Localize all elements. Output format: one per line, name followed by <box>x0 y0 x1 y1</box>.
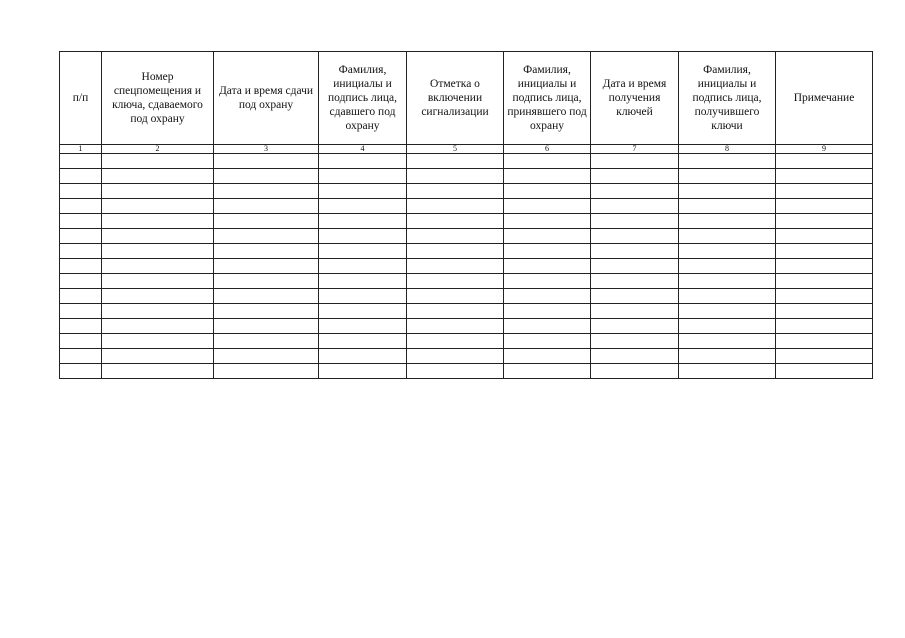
empty-entry-cell <box>776 349 873 364</box>
empty-entry-row <box>60 199 873 214</box>
empty-entry-cell <box>102 169 214 184</box>
column-number: 2 <box>102 145 214 154</box>
empty-entry-cell <box>776 334 873 349</box>
empty-entry-cell <box>776 184 873 199</box>
empty-entry-row <box>60 349 873 364</box>
empty-entry-cell <box>214 244 319 259</box>
header-room-and-key-number: Номер спецпомещения и ключа, сдаваемого под охрану <box>102 52 214 145</box>
empty-entry-cell <box>102 184 214 199</box>
empty-entry-cell <box>60 319 102 334</box>
empty-entry-cell <box>504 244 591 259</box>
empty-entry-cell <box>214 334 319 349</box>
empty-entry-cell <box>214 289 319 304</box>
empty-entry-cell <box>407 154 504 169</box>
empty-entry-cell <box>591 169 679 184</box>
empty-entry-cell <box>591 229 679 244</box>
empty-entry-cell <box>319 274 407 289</box>
empty-entry-cell <box>214 364 319 379</box>
empty-entry-cell <box>60 169 102 184</box>
empty-entry-cell <box>504 154 591 169</box>
empty-entry-cell <box>214 349 319 364</box>
empty-entry-cell <box>591 244 679 259</box>
empty-entry-cell <box>591 184 679 199</box>
empty-entry-cell <box>679 274 776 289</box>
empty-entry-cell <box>591 304 679 319</box>
empty-entry-cell <box>319 199 407 214</box>
empty-entry-cell <box>504 319 591 334</box>
empty-entry-cell <box>102 259 214 274</box>
empty-entry-cell <box>591 199 679 214</box>
empty-entry-cell <box>679 259 776 274</box>
empty-entry-cell <box>319 169 407 184</box>
empty-entry-cell <box>407 334 504 349</box>
header-row <box>60 52 873 145</box>
empty-entry-cell <box>407 259 504 274</box>
empty-entry-cell <box>319 334 407 349</box>
empty-entry-cell <box>60 259 102 274</box>
empty-entry-row <box>60 214 873 229</box>
empty-entry-cell <box>407 184 504 199</box>
column-number: 5 <box>407 145 504 154</box>
empty-entry-cell <box>214 304 319 319</box>
empty-entry-cell <box>776 274 873 289</box>
empty-entry-cell <box>591 349 679 364</box>
empty-entry-cell <box>591 289 679 304</box>
column-number: 8 <box>679 145 776 154</box>
empty-entry-cell <box>214 274 319 289</box>
empty-entry-cell <box>679 334 776 349</box>
empty-entry-cell <box>407 214 504 229</box>
empty-entry-cell <box>504 274 591 289</box>
column-number: 7 <box>591 145 679 154</box>
empty-entry-cell <box>319 289 407 304</box>
empty-entry-cell <box>776 214 873 229</box>
empty-entry-cell <box>319 244 407 259</box>
empty-entry-cell <box>60 229 102 244</box>
empty-entry-cell <box>679 289 776 304</box>
empty-entry-cell <box>407 289 504 304</box>
empty-entry-cell <box>60 154 102 169</box>
empty-entry-cell <box>60 184 102 199</box>
empty-entry-cell <box>407 199 504 214</box>
column-number: 6 <box>504 145 591 154</box>
empty-entry-cell <box>679 304 776 319</box>
empty-entry-row <box>60 154 873 169</box>
empty-entry-cell <box>319 154 407 169</box>
empty-entry-cell <box>102 274 214 289</box>
empty-entry-cell <box>591 214 679 229</box>
empty-entry-cell <box>679 319 776 334</box>
empty-entry-cell <box>102 334 214 349</box>
empty-entry-cell <box>504 334 591 349</box>
header-keys-received-datetime: Дата и время получения ключей <box>591 52 679 145</box>
empty-entry-cell <box>776 304 873 319</box>
empty-entry-cell <box>102 154 214 169</box>
empty-entry-cell <box>319 364 407 379</box>
empty-entry-cell <box>214 169 319 184</box>
empty-entry-row <box>60 169 873 184</box>
empty-entry-cell <box>407 274 504 289</box>
column-number: 1 <box>60 145 102 154</box>
empty-entry-row <box>60 184 873 199</box>
empty-entry-cell <box>214 229 319 244</box>
column-number: 4 <box>319 145 407 154</box>
empty-entry-cell <box>407 319 504 334</box>
key-handover-log-table <box>59 51 873 379</box>
empty-entry-cell <box>591 259 679 274</box>
empty-entry-cell <box>504 229 591 244</box>
empty-entry-cell <box>60 364 102 379</box>
empty-entry-cell <box>60 334 102 349</box>
empty-entry-cell <box>679 349 776 364</box>
empty-entry-cell <box>591 364 679 379</box>
empty-entry-cell <box>679 364 776 379</box>
empty-entry-cell <box>407 349 504 364</box>
empty-entry-cell <box>679 154 776 169</box>
empty-entry-cell <box>60 214 102 229</box>
empty-entry-cell <box>102 244 214 259</box>
empty-entry-cell <box>504 199 591 214</box>
empty-entry-cell <box>319 184 407 199</box>
empty-entry-cell <box>319 214 407 229</box>
empty-entry-cell <box>504 184 591 199</box>
header-handed-over-by: Фамилия, инициалы и подпись лица, сдавшего под охрану <box>319 52 407 145</box>
empty-entry-row <box>60 334 873 349</box>
empty-entry-cell <box>407 244 504 259</box>
empty-entry-cell <box>214 184 319 199</box>
header-row-number: п/п <box>60 52 102 145</box>
empty-entry-cell <box>214 319 319 334</box>
empty-entry-row <box>60 259 873 274</box>
empty-entry-row <box>60 289 873 304</box>
empty-entry-cell <box>776 364 873 379</box>
empty-entry-cell <box>407 364 504 379</box>
empty-entry-row <box>60 274 873 289</box>
empty-entry-cell <box>319 349 407 364</box>
empty-entry-cell <box>504 214 591 229</box>
empty-entry-cell <box>102 364 214 379</box>
empty-entry-cell <box>591 334 679 349</box>
empty-entry-row <box>60 319 873 334</box>
header-alarm-activation-mark: Отметка о включении сигнализации <box>407 52 504 145</box>
empty-entry-cell <box>102 214 214 229</box>
empty-entry-cell <box>60 349 102 364</box>
empty-entry-cell <box>776 229 873 244</box>
empty-entry-cell <box>591 154 679 169</box>
column-number-row <box>60 145 873 154</box>
empty-entry-cell <box>102 349 214 364</box>
empty-entry-cell <box>60 274 102 289</box>
empty-entry-cell <box>679 169 776 184</box>
empty-entry-cell <box>102 229 214 244</box>
empty-entry-cell <box>776 169 873 184</box>
empty-entry-cell <box>407 169 504 184</box>
empty-entry-cell <box>679 199 776 214</box>
header-handover-datetime: Дата и время сдачи под охрану <box>214 52 319 145</box>
empty-entry-cell <box>504 289 591 304</box>
empty-entry-cell <box>776 154 873 169</box>
empty-entry-cell <box>407 229 504 244</box>
empty-entry-cell <box>679 184 776 199</box>
column-number: 3 <box>214 145 319 154</box>
empty-entry-cell <box>504 169 591 184</box>
header-accepted-by: Фамилия, инициалы и подпись лица, принявшего под охрану <box>504 52 591 145</box>
empty-entry-cell <box>504 364 591 379</box>
empty-entry-cell <box>214 214 319 229</box>
empty-entry-row <box>60 229 873 244</box>
empty-entry-cell <box>214 259 319 274</box>
empty-entry-cell <box>60 199 102 214</box>
empty-entry-cell <box>679 214 776 229</box>
header-keys-received-by: Фамилия, инициалы и подпись лица, получившего ключи <box>679 52 776 145</box>
empty-entry-cell <box>214 154 319 169</box>
empty-entry-cell <box>776 289 873 304</box>
empty-entry-cell <box>504 304 591 319</box>
empty-entry-cell <box>102 319 214 334</box>
empty-entry-cell <box>776 244 873 259</box>
empty-entry-cell <box>319 229 407 244</box>
empty-entry-cell <box>102 199 214 214</box>
empty-entry-cell <box>591 274 679 289</box>
empty-entry-cell <box>504 349 591 364</box>
empty-entry-cell <box>504 259 591 274</box>
empty-entry-cell <box>60 244 102 259</box>
empty-entry-cell <box>319 319 407 334</box>
empty-entry-row <box>60 364 873 379</box>
header-note: Примечание <box>776 52 873 145</box>
empty-entry-row <box>60 244 873 259</box>
empty-entry-cell <box>679 244 776 259</box>
empty-entry-cell <box>776 199 873 214</box>
empty-entry-cell <box>591 319 679 334</box>
empty-entry-cell <box>407 304 504 319</box>
empty-entry-cell <box>214 199 319 214</box>
empty-entry-cell <box>776 259 873 274</box>
empty-entry-cell <box>776 319 873 334</box>
empty-entry-cell <box>102 289 214 304</box>
empty-entry-row <box>60 304 873 319</box>
empty-entry-cell <box>319 304 407 319</box>
empty-entry-cell <box>60 289 102 304</box>
empty-entry-cell <box>679 229 776 244</box>
empty-entry-cell <box>60 304 102 319</box>
column-number: 9 <box>776 145 873 154</box>
empty-entry-cell <box>102 304 214 319</box>
empty-entry-cell <box>319 259 407 274</box>
